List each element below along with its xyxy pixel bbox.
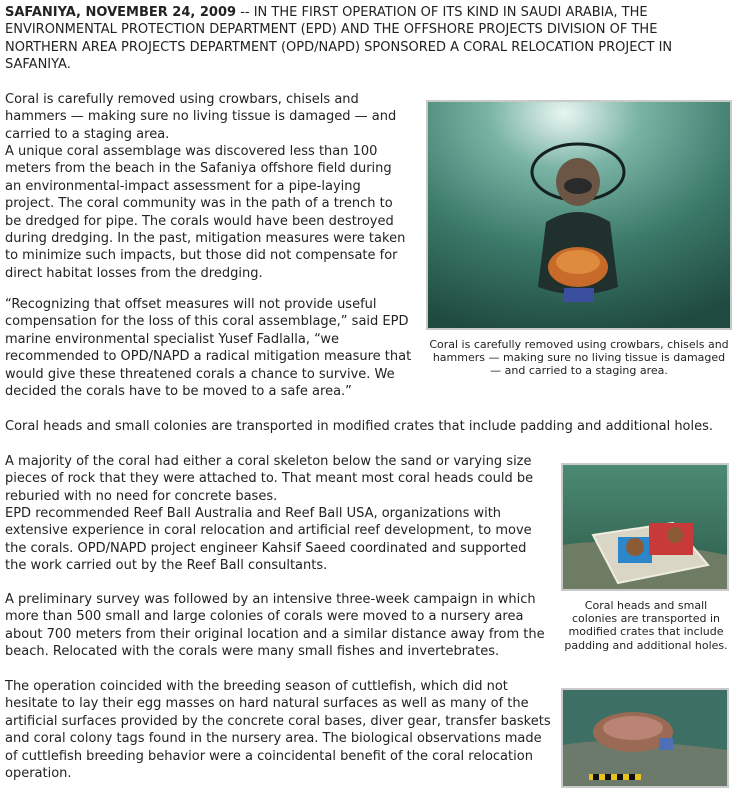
paragraph-survey: A preliminary survey was followed by an intensive three-week campaign in which more than 500 small and large colonies of corals were moved to a nursery area about 700 meters from their original location and a similar distance away from the beach. Relocated with the corals were many small fishes and invertebrates. [5, 592, 545, 660]
paragraph-quote: “Recognizing that offset measures will not provide useful compensation for the loss of this coral assemblage,” said EPD marine environmental specialist Yusef Fadlalla, “we recommended to OPD/NAPD a radical mitigation measure that would give these threatened corals a chance to survive. We decided the corals have to be moved to a safe area.” [5, 297, 412, 400]
crates-photo-illustration [563, 465, 727, 589]
paragraph-cuttlefish: The operation coincided with the breeding season of cuttlefish, which did not hesitate to lay their egg masses on hard natural surfaces as well as many of the artificial surfaces provided by the concrete coral bases, diver gear, transfer baskets and coral colony tags found in the nursery area. The biological observations made of cuttlefish breeding behavior were a coincidental benefit of the coral relocation operation. [5, 679, 551, 782]
dateline: SAFANIYA, NOVEMBER 24, 2009 [5, 5, 237, 20]
figure-crates [561, 463, 731, 652]
paragraph-crates: Coral heads and small colonies are transported in modified crates that include padding and additional holes. [5, 419, 714, 434]
nursery-photo [561, 688, 729, 788]
paragraph-reef-ball: EPD recommended Reef Ball Australia and Reef Ball USA, organizations with extensive experience in coral relocation and artificial reef development, to move the corals. OPD/NAPD project engineer Kahsif Saeed coordinated and supported the work carried out by the Reef Ball consultants. [5, 506, 532, 574]
crates-photo [561, 463, 729, 591]
figure-diver [426, 100, 732, 378]
diver-photo [426, 100, 732, 330]
figure-nursery [561, 688, 731, 788]
crates-caption: Coral heads and small colonies are transported in modified crates that include padding and additional holes. [564, 599, 728, 652]
intro-text: -- IN THE FIRST OPERATION OF ITS KIND IN SAUDI ARABIA, THE ENVIRONMENTAL PROTECTION DEPARTMENT (EPD) AND THE OFFSHORE PROJECTS DIVISION OF THE NORTHERN AREA PROJECTS DEPARTMENT (OPD/NAPD) SPONSORED A CORAL RELOCATION PROJECT IN SAFANIYA. [5, 5, 673, 73]
nursery-photo-illustration [563, 690, 727, 786]
diver-caption: Coral is carefully removed using crowbars, chisels and hammers — making sure no living tissue is damaged — and carried to a staging area. [429, 338, 729, 378]
diver-photo-illustration [428, 102, 730, 328]
article-intro [5, 4, 695, 74]
paragraph-discovery: A unique coral assemblage was discovered less than 100 meters from the beach in the Safaniya offshore field during an environmental-impact assessment for a pipe-laying project. The coral community was in the path of a trench to be dredged for pipe. The corals would have been destroyed during dredging. In the past, mitigation measures were taken to minimize such impacts, but those did not compensate for direct habitat losses from the dredging. [5, 144, 406, 281]
paragraph-majority: A majority of the coral had either a coral skeleton below the sand or varying size pieces of rock that they were attached to. That meant most coral heads could be reburied with no need for concrete bases. [5, 454, 534, 504]
paragraph-coral-removal: Coral is carefully removed using crowbars, chisels and hammers — making sure no living tissue is damaged — and carried to a staging area. [5, 92, 397, 142]
